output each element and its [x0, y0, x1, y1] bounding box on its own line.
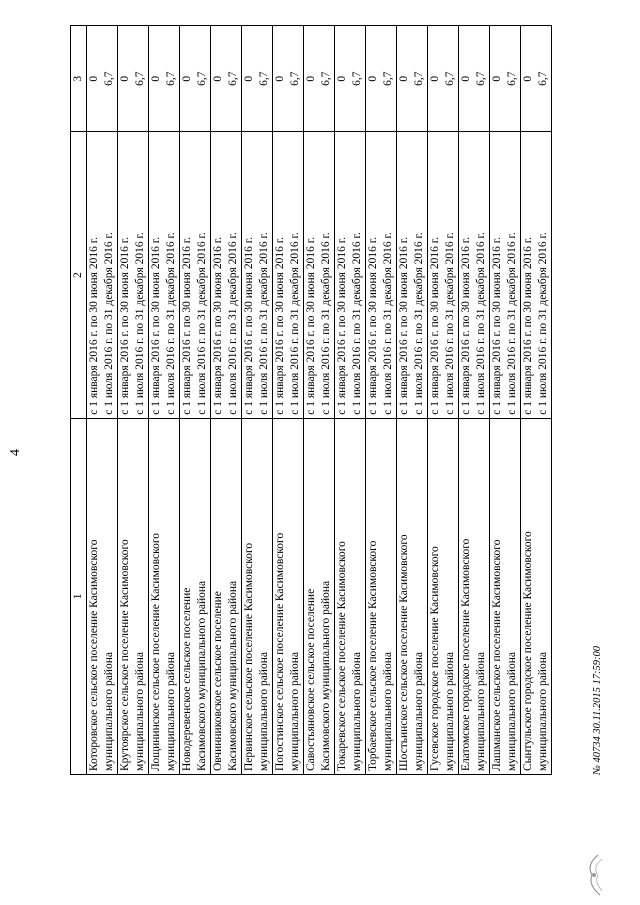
period-cell-line: с 1 июля 2016 г. по 31 декабря 2016 г. [165, 232, 177, 415]
period-cell-line: с 1 января 2016 г. по 30 июня 2016 г. [212, 236, 224, 415]
period-cell-line: с 1 января 2016 г. по 30 июня 2016 г. [119, 236, 131, 415]
rate-value-cell [490, 26, 521, 132]
rate-value-cell-line: 0 [429, 75, 441, 82]
rate-value-cell-line: 6,7 [351, 71, 363, 86]
period-cell-line: с 1 января 2016 г. по 30 июня 2016 г. [150, 236, 162, 415]
settlement-name-cell-line: муниципального района [475, 652, 487, 771]
period-cell [273, 132, 304, 418]
rate-value-cell-line: 6,7 [537, 71, 549, 86]
period-cell-line: с 1 июля 2016 г. по 31 декабря 2016 г. [258, 232, 270, 415]
rate-value-cell-line: 0 [88, 75, 100, 82]
settlement-name-cell-line: муниципального района [537, 652, 549, 771]
settlement-name-cell-line: Котоpовское сельское поселение Касимовского [88, 539, 100, 771]
period-cell-line: с 1 июля 2016 г. по 31 декабря 2016 г. [103, 232, 115, 415]
table-row [211, 26, 242, 775]
rate-value-cell-line: 0 [150, 75, 162, 82]
settlement-name-cell-line: Савостьяновское сельское поселение [305, 588, 317, 771]
settlement-name-cell-line: муниципального района [103, 652, 115, 771]
rate-value-cell [273, 26, 304, 132]
rate-value-cell [87, 26, 118, 132]
settlement-name-cell-line: Крутоярское сельское поселение Касимовского [119, 539, 131, 771]
settlement-name-cell-line: Погостинское сельское поселение Касимовского [274, 532, 286, 771]
settlement-name-cell-line: муниципального района [289, 652, 301, 771]
settlement-name-cell-line: муниципального района [134, 652, 146, 771]
table-header-row [71, 26, 87, 775]
period-cell [180, 132, 211, 418]
period-cell [335, 132, 366, 418]
header-col-1: 1 [71, 418, 87, 774]
rate-value-cell-line: 6,7 [103, 71, 115, 86]
rate-value-cell-line: 0 [460, 75, 472, 82]
period-cell [149, 132, 180, 418]
settlement-name-cell [273, 418, 304, 774]
settlement-name-cell [366, 418, 397, 774]
rate-value-cell [118, 26, 149, 132]
table-row [180, 26, 211, 775]
settlement-name-cell [459, 418, 490, 774]
settlement-name-cell [521, 418, 552, 774]
rate-value-cell-line: 6,7 [289, 71, 301, 86]
registration-stamp: № 40734 30.11.2015 17:59:00 [592, 646, 603, 775]
rate-value-cell [149, 26, 180, 132]
period-cell-line: с 1 июля 2016 г. по 31 декабря 2016 г. [413, 232, 425, 415]
settlement-name-cell-line: Елатомское городское поселение Касимовского [460, 538, 472, 771]
period-cell-line: с 1 января 2016 г. по 30 июня 2016 г. [336, 236, 348, 415]
settlement-name-cell-line: Гусевское городское поселение Касимовского [429, 546, 441, 771]
settlement-name-cell [180, 418, 211, 774]
rate-value-cell [459, 26, 490, 132]
rate-value-cell-line: 0 [522, 75, 534, 82]
period-cell-line: с 1 января 2016 г. по 30 июня 2016 г. [88, 236, 100, 415]
settlement-name-cell-line: муниципального района [165, 652, 177, 771]
rate-value-cell-line: 6,7 [320, 71, 332, 86]
rate-value-cell-line: 0 [491, 75, 503, 82]
header-col-3: 3 [71, 26, 87, 132]
settlement-name-cell [149, 418, 180, 774]
table-row [428, 26, 459, 775]
table-row [335, 26, 366, 775]
period-cell [242, 132, 273, 418]
settlement-name-cell [304, 418, 335, 774]
period-cell-line: с 1 июля 2016 г. по 31 декабря 2016 г. [134, 232, 146, 415]
settlement-name-cell [397, 418, 428, 774]
table-row [366, 26, 397, 775]
settlement-name-cell-line: Касимовского муниципального района [227, 580, 239, 771]
period-cell-line: с 1 января 2016 г. по 30 июня 2016 г. [305, 236, 317, 415]
table-row [490, 26, 521, 775]
period-cell-line: с 1 июля 2016 г. по 31 декабря 2016 г. [320, 232, 332, 415]
settlement-name-cell-line: муниципального района [444, 652, 456, 771]
rate-value-cell [335, 26, 366, 132]
rate-value-cell-line: 0 [367, 75, 379, 82]
settlement-name-cell-line: Овчинниковское сельское поселение [212, 591, 224, 771]
rate-value-cell-line: 6,7 [227, 71, 239, 86]
period-cell-line: с 1 июля 2016 г. по 31 декабря 2016 г. [444, 232, 456, 415]
rate-value-cell [397, 26, 428, 132]
period-cell-line: с 1 января 2016 г. по 30 июня 2016 г. [522, 236, 534, 415]
period-cell-line: с 1 июля 2016 г. по 31 декабря 2016 г. [351, 232, 363, 415]
rate-value-cell-line: 0 [398, 75, 410, 82]
settlement-name-cell-line: Новодеревенское сельское поселение [181, 587, 193, 771]
period-cell [428, 132, 459, 418]
table-row [149, 26, 180, 775]
period-cell-line: с 1 января 2016 г. по 30 июня 2016 г. [460, 236, 472, 415]
settlement-name-cell-line: Лашманское сельское поселение Касимовского [491, 539, 503, 771]
rate-value-cell-line: 6,7 [444, 71, 456, 86]
rate-value-cell [428, 26, 459, 132]
rate-value-cell-line: 6,7 [196, 71, 208, 86]
rate-value-cell [242, 26, 273, 132]
rate-value-cell [366, 26, 397, 132]
rate-value-cell [211, 26, 242, 132]
table-row [87, 26, 118, 775]
rate-value-cell-line: 6,7 [475, 71, 487, 86]
settlement-name-cell-line: муниципального района [258, 652, 270, 771]
table-row [397, 26, 428, 775]
rate-value-cell-line: 0 [212, 75, 224, 82]
rates-table [70, 25, 552, 775]
header-col-2: 2 [71, 132, 87, 418]
settlement-name-cell-line: Лощининское сельское поселение Касимовского [150, 532, 162, 771]
rate-value-cell-line: 0 [305, 75, 317, 82]
rate-value-cell [304, 26, 335, 132]
period-cell-line: с 1 июля 2016 г. по 31 декабря 2016 г. [227, 232, 239, 415]
rate-value-cell-line: 0 [274, 75, 286, 82]
rate-value-cell-line: 0 [181, 75, 193, 82]
period-cell-line: с 1 июля 2016 г. по 31 декабря 2016 г. [475, 232, 487, 415]
period-cell [304, 132, 335, 418]
period-cell [397, 132, 428, 418]
settlement-name-cell-line: муниципального района [413, 652, 425, 771]
table-row [521, 26, 552, 775]
period-cell-line: с 1 января 2016 г. по 30 июня 2016 г. [429, 236, 441, 415]
settlement-name-cell-line: Токаревское сельское поселение Касимовского [336, 541, 348, 771]
settlement-name-cell-line: Первинское сельское поселение Касимовского [243, 542, 255, 771]
emblem-icon [580, 845, 620, 905]
settlement-name-cell [242, 418, 273, 774]
settlement-name-cell [87, 418, 118, 774]
settlement-name-cell [490, 418, 521, 774]
period-cell [521, 132, 552, 418]
rate-value-cell-line: 6,7 [134, 71, 146, 86]
rate-value-cell-line: 6,7 [258, 71, 270, 86]
settlement-name-cell-line: муниципального района [351, 652, 363, 771]
settlement-name-cell-line: Шостьинское сельское поселение Касимовского [398, 534, 410, 771]
table-row [273, 26, 304, 775]
table-row [118, 26, 149, 775]
rate-value-cell-line: 0 [336, 75, 348, 82]
period-cell-line: с 1 июля 2016 г. по 31 декабря 2016 г. [537, 232, 549, 415]
table-row [304, 26, 335, 775]
rate-value-cell-line: 0 [119, 75, 131, 82]
table-row [459, 26, 490, 775]
period-cell-line: с 1 января 2016 г. по 30 июня 2016 г. [243, 236, 255, 415]
period-cell-line: с 1 января 2016 г. по 30 июня 2016 г. [181, 236, 193, 415]
period-cell-line: с 1 июля 2016 г. по 31 декабря 2016 г. [382, 232, 394, 415]
rate-value-cell-line: 6,7 [413, 71, 425, 86]
settlement-name-cell [335, 418, 366, 774]
period-cell-line: с 1 января 2016 г. по 30 июня 2016 г. [398, 236, 410, 415]
rate-value-cell-line: 6,7 [382, 71, 394, 86]
settlement-name-cell [211, 418, 242, 774]
settlement-name-cell [118, 418, 149, 774]
period-cell-line: с 1 января 2016 г. по 30 июня 2016 г. [491, 236, 503, 415]
period-cell-line: с 1 января 2016 г. по 30 июня 2016 г. [367, 236, 379, 415]
period-cell-line: с 1 января 2016 г. по 30 июня 2016 г. [274, 236, 286, 415]
settlement-name-cell-line: Сынтульское городское поселение Касимовского [522, 531, 534, 771]
page-number: 4 [8, 449, 23, 456]
period-cell [490, 132, 521, 418]
settlement-name-cell-line: муниципального района [382, 652, 394, 771]
settlement-name-cell-line: Касимовского муниципального района [320, 580, 332, 771]
rate-value-cell [180, 26, 211, 132]
period-cell-line: с 1 июля 2016 г. по 31 декабря 2016 г. [506, 232, 518, 415]
settlement-name-cell-line: Касимовского муниципального района [196, 580, 208, 771]
table-row [242, 26, 273, 775]
period-cell [366, 132, 397, 418]
settlement-name-cell [428, 418, 459, 774]
period-cell [211, 132, 242, 418]
settlement-name-cell-line: Торбаевское сельское поселение Касимовского [367, 540, 379, 771]
rate-value-cell-line: 6,7 [506, 71, 518, 86]
rate-value-cell [521, 26, 552, 132]
settlement-name-cell-line: муниципального района [506, 652, 518, 771]
period-cell-line: с 1 июля 2016 г. по 31 декабря 2016 г. [196, 232, 208, 415]
rate-value-cell-line: 0 [243, 75, 255, 82]
period-cell [459, 132, 490, 418]
period-cell [118, 132, 149, 418]
period-cell [87, 132, 118, 418]
rate-value-cell-line: 6,7 [165, 71, 177, 86]
period-cell-line: с 1 июля 2016 г. по 31 декабря 2016 г. [289, 232, 301, 415]
